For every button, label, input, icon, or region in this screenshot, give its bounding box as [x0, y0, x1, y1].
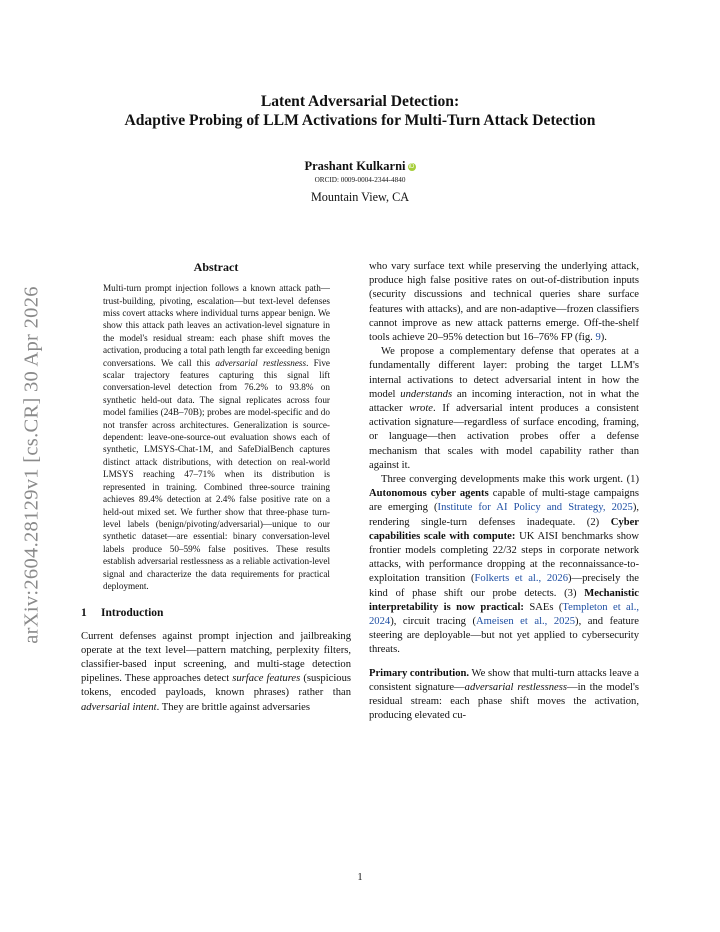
intro-text: . They are brittle against adversaries [156, 701, 310, 713]
title-line-2: Adaptive Probing of LLM Activations for Multi-Turn Attack Detection [124, 112, 596, 129]
intro-text: UK AISI benchmarks show frontier models completing 22/32 steps in corporate network attacks, with performance dropping at the reconnaissance-to-exploitation transition ( [369, 530, 639, 585]
intro-emphasis: understands [400, 388, 453, 400]
author-name: Prashant Kulkarni [304, 159, 406, 173]
intro-text: an incoming interaction, not in what the attacker [369, 388, 639, 415]
intro-emphasis: adversarial intent [81, 701, 157, 713]
intro-text: SAEs ( [523, 601, 563, 613]
intro-paragraph-3 [369, 473, 639, 658]
section-number: 1 [81, 607, 87, 620]
right-column [369, 260, 639, 724]
section-heading-introduction [81, 606, 351, 620]
intro-text: . If adversarial intent produces a consistent activation signature—regardless of surface encoding, framing, or language—then activation probes offer a defense mechanism that scales with model capability rather than against it. [369, 403, 639, 471]
intro-text: capable of multi-stage campaigns are emerging ( [369, 488, 639, 514]
abstract-text-2: . Five scalar trajectory features capturing this signal lift conversation-level detection from 76.2% to 93.8% on synthetic held-out data. The signal replicates across four model families (24B–70B); probes are model-specific and do not transfer across architectures. Generalization is source-dependent: leave-one-source-out evaluation shows each of synthetic, LMSYS-Chat-1M, and SafeDialBench captures distinct attack distributions, with detection on real-world LMSYS reaching 47–71% when its distribution is represented in training. Combined three-source training achieves 89.4% detection at 2.4% false positive rate on a held-out mixed set. We further show that three-phase turn-level labels (benign/pivoting/adversarial)—unique to our synthetic dataset—are essential: binary conversation-level labels produce 50–59% false positives. These results establish adversarial restlessness as a reliable activation-level signal and characterize the data requirements for practical deployment. [103, 357, 331, 591]
intro-text: ), rendering single-turn defenses inadequate. (2) [369, 502, 639, 528]
run-in-heading: Primary contribution. [369, 667, 470, 679]
intro-text: who vary surface text while preserving the underlying attack, produce high false positive rates on out-of-distribution inputs (security discussions and technical queries share surface features with attacks), and are non-adaptive—frozen classifiers cannot improve as new attack patterns emerge. Off-the-shelf tools achieve 20–95% detection but 16–76% FP (fig. [369, 261, 639, 344]
intro-emphasis: adversarial restlessness [464, 681, 567, 693]
intro-paragraph-2 [369, 345, 639, 473]
intro-bold: Mechanistic interpretability is now practical: [369, 587, 639, 613]
author-block [80, 157, 640, 205]
paper-title [80, 92, 640, 130]
intro-bold: Cyber capabilities scale with compute: [369, 516, 639, 542]
citation-link[interactable]: Ameisen et al., 2025 [475, 616, 576, 628]
citation-link[interactable]: Templeton et al., 2024 [369, 601, 639, 628]
intro-text: We propose a complementary defense that operates at a fundamentally different layer: probing the target LLM's internal activations to detect adversarial intent in how the model [369, 346, 639, 400]
intro-text: Current defenses against prompt injection and jailbreaking operate at the text level—pattern matching, perplexity filters, classifier-based input screening, and multi-stage detection pipelines. These approaches detect [81, 630, 351, 685]
intro-text: —in the model's residual stream: each phase shift moves the activation, producing elevated cu- [369, 681, 639, 722]
page-number: 1 [357, 872, 363, 883]
intro-text: )—precisely the kind of phase shift our probe detects. (3) [369, 573, 639, 599]
title-line-1: Latent Adversarial Detection: [260, 93, 460, 110]
intro-text: ), and feature steering are deployable—but not yet applied to cybersecurity threats. [369, 616, 639, 656]
citation-link[interactable]: Folkerts et al., 2026 [474, 573, 569, 585]
orcid-icon[interactable]: iD [408, 164, 415, 170]
intro-emphasis: wrote [409, 403, 433, 415]
intro-bold: Autonomous cyber agents [369, 488, 489, 500]
section-title: Introduction [101, 607, 164, 620]
affiliation: Mountain View, CA [310, 190, 410, 204]
intro-paragraph-1 [81, 630, 351, 715]
orcid-id: ORCID: 0009-0004-2344-4840 [314, 176, 406, 184]
figure-link[interactable]: 9 [595, 332, 601, 344]
primary-contribution-paragraph [369, 667, 639, 724]
intro-text: ), circuit tracing ( [390, 616, 476, 628]
citation-link[interactable]: Institute for AI Policy and Strategy, 2025 [437, 502, 633, 514]
intro-text: (suspicious tokens, encoded payloads, known phrases) rather than [81, 673, 351, 699]
arxiv-sidebar [18, 255, 46, 675]
abstract-heading: Abstract [193, 260, 239, 274]
arxiv-identifier: arXiv:2604.28129v1 [cs.CR] 30 Apr 2026 [20, 286, 43, 644]
intro-emphasis: surface features [232, 673, 301, 685]
left-column [81, 260, 351, 715]
intro-text: ). [600, 332, 607, 344]
abstract-emphasis: adversarial restlessness [215, 357, 307, 368]
intro-text: Three converging developments make this work urgent. (1) [381, 474, 639, 486]
intro-text: We show that multi-turn attacks leave a consistent signature— [369, 667, 640, 693]
abstract-text-1: Multi-turn prompt injection follows a known attack path—trust-building, pivoting, escalation—but text-level defenses miss covert attacks where individual turns appear benign. We show this attack path leaves an activation-level signature in the model's residual stream: each phase shift moves the activation, producing a total path length far exceeding benign conversations. We call this [103, 283, 330, 368]
intro-paragraph-1-cont [369, 260, 639, 345]
abstract-body [103, 282, 330, 592]
